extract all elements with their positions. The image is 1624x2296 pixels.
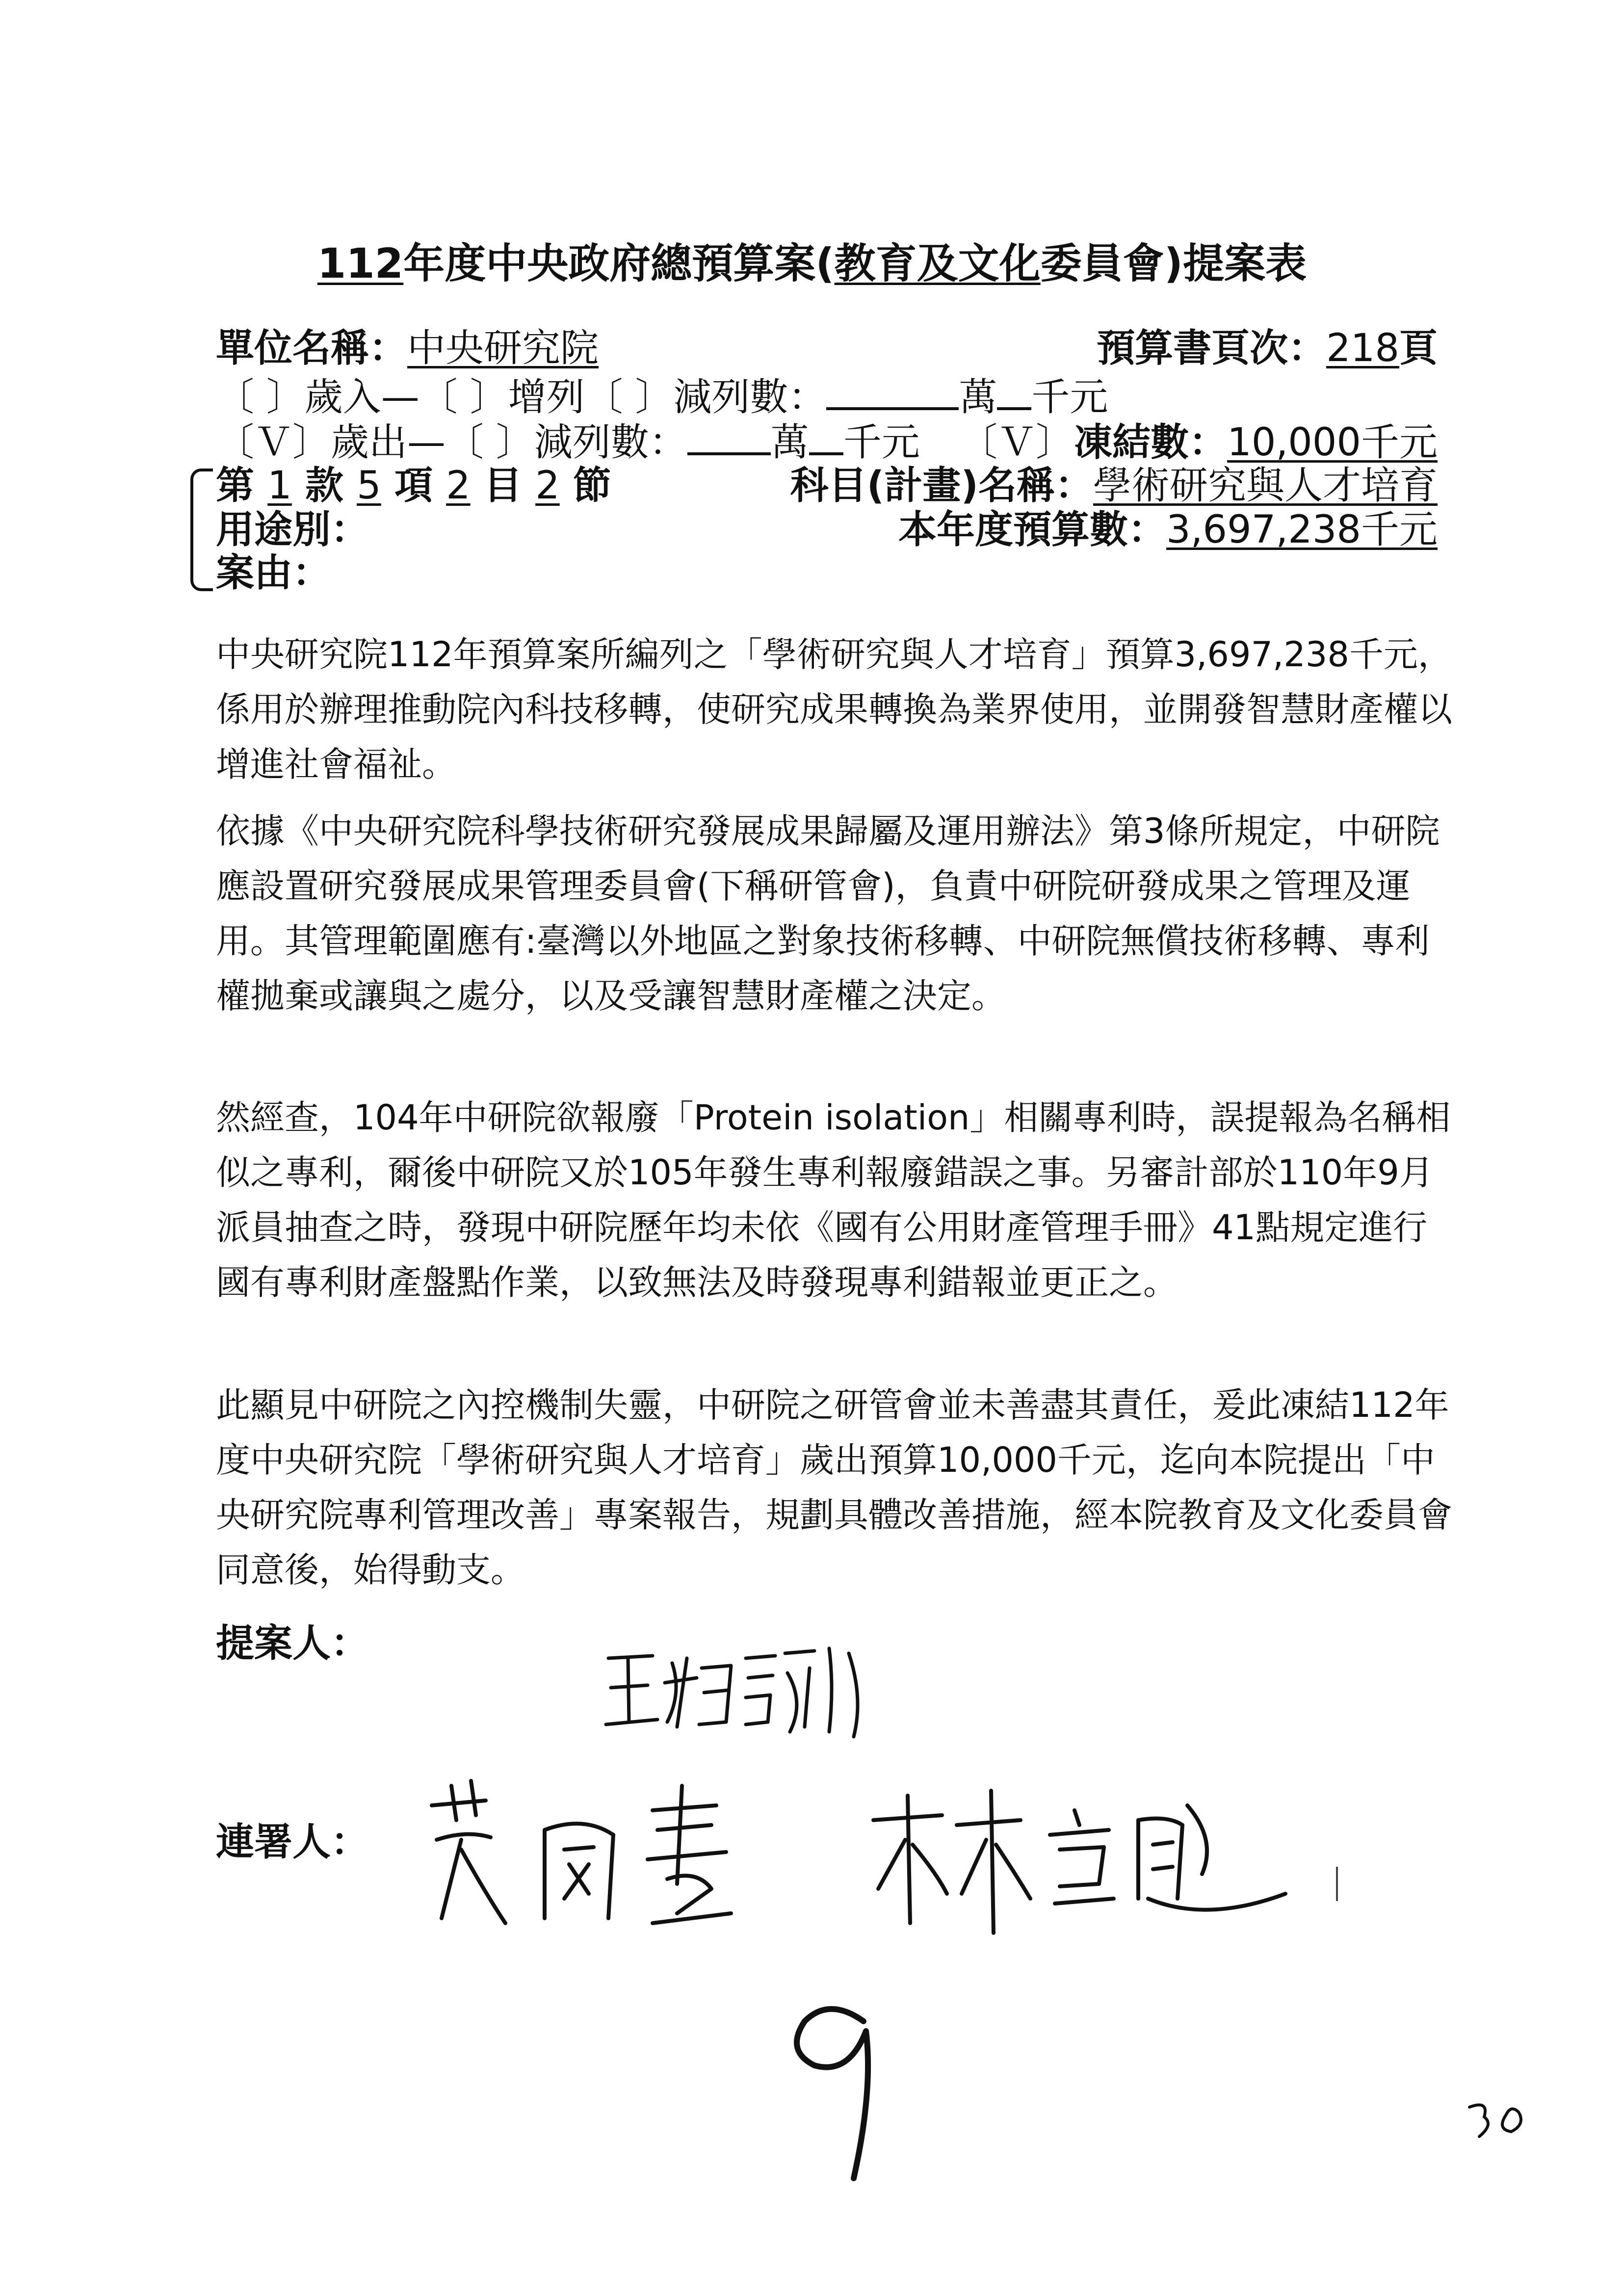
unit-label: 單位名稱：: [216, 326, 408, 370]
page-ref-value: 218: [1326, 326, 1399, 370]
title-suffix: 委員會)提案表: [1040, 239, 1307, 287]
page-ref-label: 預算書頁次：: [1097, 326, 1327, 370]
paragraph-4: 此顯見中研院之內控機制失靈，中研院之研管會並未善盡其責任，爰此凍結112年度中央研究院「學術研究與人才培育」歲出預算10,000千元，迄向本院提出「中央研究院專利管理改善」專案報告，規劃具體改善措施，經本院教育及文化委員會同意後，始得動支。: [216, 1385, 1452, 1590]
cosigner-label: 連署人：: [216, 1820, 369, 1864]
revenue-qian: 千元: [1031, 375, 1108, 419]
usage-label: 用途別：: [216, 508, 369, 552]
expense-wan-blank: [687, 423, 771, 455]
page-title: [0, 231, 1624, 290]
unit-value: 中央研究院: [407, 326, 599, 370]
section-xiang-label: 項: [394, 464, 433, 508]
pencil-mark: [1332, 1864, 1342, 1904]
section-row: [216, 461, 611, 510]
freeze-label: 凍結數：: [1074, 420, 1228, 465]
proposer-signature: [599, 1629, 873, 1742]
paragraph-1: 中央研究院112年預算案所編列之「學術研究與人才培育」預算3,697,238千元，係用於辦理推動院內科技移轉，使研究成果轉換為業界使用，並開發智慧財產權以增進社會福祉。: [216, 634, 1452, 784]
budget-row: [898, 505, 1438, 554]
page-number-mark: [1462, 2095, 1541, 2144]
bracket-decoration: [190, 469, 213, 591]
section-kuan-label: 款: [305, 464, 343, 508]
expense-text: 〔Ｖ〕歲出—〔 〕減列數：: [216, 420, 687, 465]
title-year: 112: [317, 239, 404, 287]
freeze-row: [959, 418, 1438, 467]
reason-label: 案由：: [216, 551, 331, 595]
freeze-check: 〔Ｖ〕: [959, 420, 1074, 465]
handwritten-number-9: [765, 1992, 903, 2188]
expense-wan: 萬: [770, 420, 809, 465]
subject-label: 科目(計畫)名稱：: [790, 464, 1093, 508]
expense-qian: 千元: [843, 420, 920, 465]
expense-qian-blank: [809, 423, 843, 455]
subject-row: [790, 461, 1438, 510]
unit-name-row: [216, 324, 599, 373]
page-ref-unit: 頁: [1399, 326, 1438, 370]
paragraph-2: 依據《中央研究院科學技術研究發展成果歸屬及運用辦法》第3條所規定，中研院應設置研究發展成果管理委員會(下稱研管會)，負責中研院研發成果之管理及運用。其管理範圍應有:臺灣以外地區之對象技術移轉、中研院無償技術移轉、專利權拋棄或讓與之處分，以及受讓智慧財產權之決定。: [216, 811, 1440, 1016]
section-mu-label: 目: [483, 464, 522, 508]
cosigner-2-signature: [864, 1776, 1305, 1953]
revenue-qian-blank: [997, 378, 1031, 410]
budget-value: 3,697,238千元: [1166, 508, 1438, 552]
title-prefix: 年度中央政府總預算案(: [403, 239, 835, 287]
proposer-label: 提案人：: [216, 1621, 369, 1666]
section-mu: 2: [446, 464, 471, 508]
subject-value: 學術研究與人才培育: [1093, 464, 1438, 508]
section-xiang: 5: [357, 464, 381, 508]
revenue-wan-blank: [826, 378, 959, 410]
section-jie: 2: [535, 464, 560, 508]
section-jie-label: 節: [573, 464, 611, 508]
section-prefix: 第: [216, 464, 255, 508]
expense-row: [216, 418, 920, 467]
paragraph-3: 然經查，104年中研院欲報廢「Protein isolation」相關專利時，誤提報為名稱相似之專利，爾後中研院又於105年發生專利報廢錯誤之事。另審計部於110年9月派員抽查之時，發現中研院歷年均未依《國有公用財產管理手冊》41點規定進行國有專利財產盤點作業，以致無法及時發現專利錯報並更正之。: [216, 1097, 1451, 1303]
cosigner-1-signature: [422, 1766, 824, 1943]
freeze-value: 10,000千元: [1227, 420, 1438, 465]
revenue-wan: 萬: [959, 375, 997, 419]
revenue-text: 〔 〕歲入—〔 〕增列〔 〕減列數：: [216, 375, 827, 419]
section-kuan: 1: [267, 464, 292, 508]
revenue-row: [216, 373, 1108, 422]
budget-label: 本年度預算數：: [898, 508, 1167, 552]
page-ref-row: [1097, 324, 1438, 373]
title-committee: 教育及文化: [834, 239, 1041, 287]
